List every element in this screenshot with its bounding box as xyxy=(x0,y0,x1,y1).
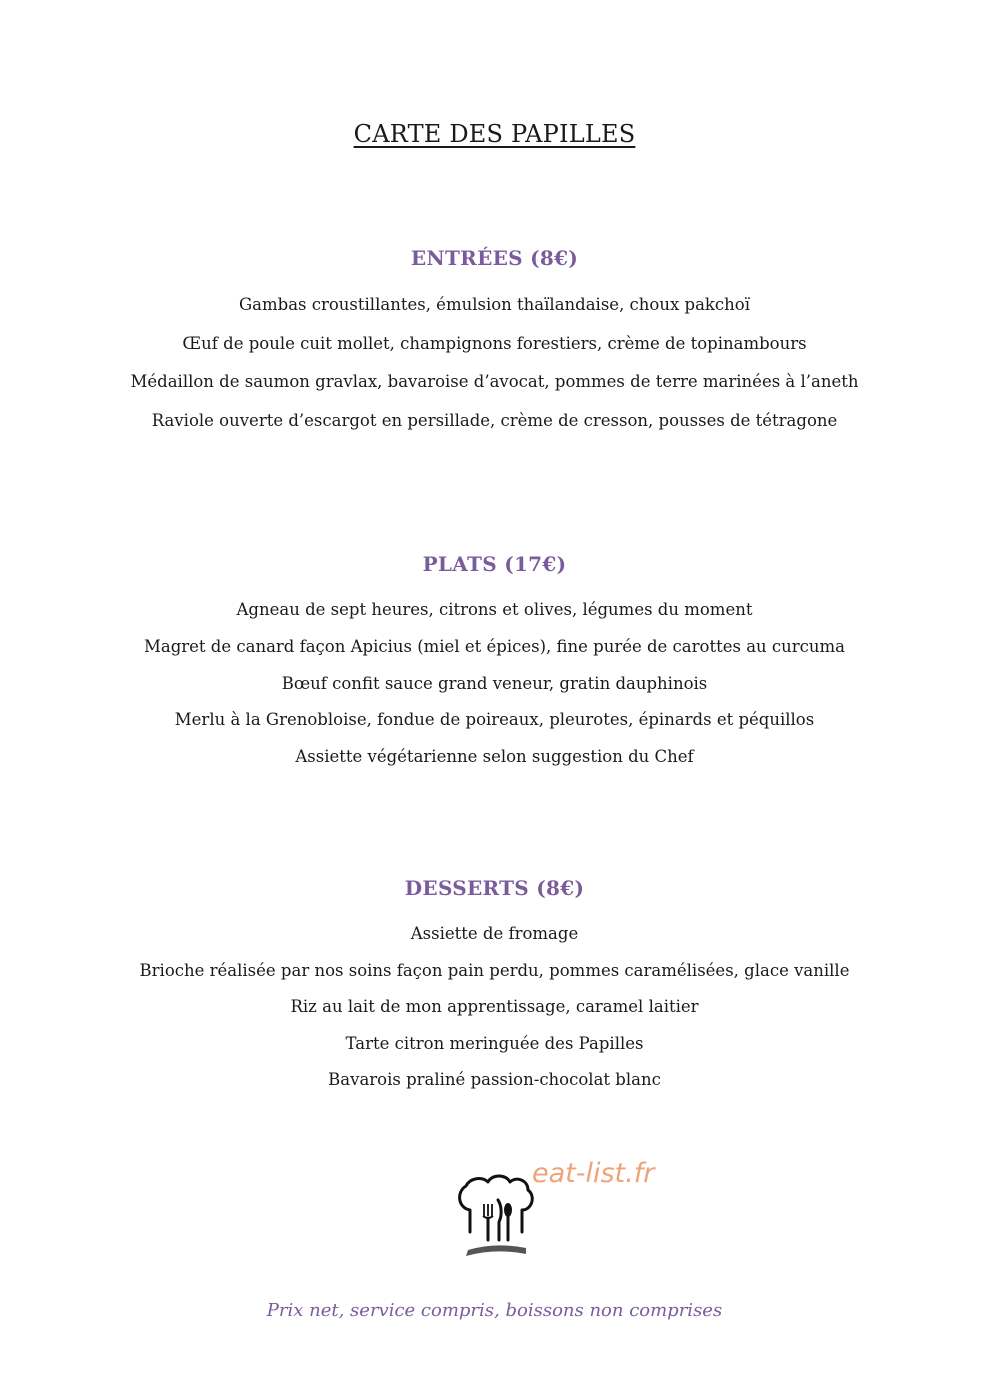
section-title-entrees: ENTRÉES (8€) xyxy=(410,246,579,270)
section-desserts xyxy=(0,876,989,1099)
menu-item: Bavarois praliné passion-chocolat blanc xyxy=(328,1070,661,1090)
section-plats xyxy=(0,552,989,776)
watermark-text: eat-list.fr xyxy=(532,1158,655,1189)
menu-item: Médaillon de saumon gravlax, bavaroise d’avocat, pommes de terre marinées à l’aneth xyxy=(130,372,859,391)
menu-item: Merlu à la Grenobloise, fondue de poireaux, pleurotes, épinards et péquillos xyxy=(174,710,815,730)
page-title: CARTE DES PAPILLES xyxy=(353,120,636,148)
chef-hat-cutlery-icon xyxy=(456,1170,536,1260)
menu-item: Brioche réalisée par nos soins façon pain perdu, pommes caramélisées, glace vanille xyxy=(139,960,850,980)
menu-item: Œuf de poule cuit mollet, champignons forestiers, crème de topinambours xyxy=(182,333,807,353)
section-title-desserts: DESSERTS (8€) xyxy=(404,876,585,900)
menu-item: Magret de canard façon Apicius (miel et épices), fine purée de carottes au curcuma xyxy=(143,636,846,656)
menu-item: Raviole ouverte d’escargot en persillade, crème de cresson, pousses de tétragone xyxy=(151,410,838,430)
menu-item: Bœuf confit sauce grand veneur, gratin dauphinois xyxy=(281,673,708,693)
menu-item: Riz au lait de mon apprentissage, caramel laitier xyxy=(290,997,699,1017)
section-title-plats: PLATS (17€) xyxy=(422,552,567,576)
menu-item: Agneau de sept heures, citrons et olives, légumes du moment xyxy=(236,600,753,619)
menu-item: Tarte citron meringuée des Papilles xyxy=(345,1033,644,1053)
menu-item: Gambas croustillantes, émulsion thaïlandaise, choux pakchoï xyxy=(238,295,751,314)
footer-note: Prix net, service compris, boissons non comprises xyxy=(266,1300,723,1321)
menu-item: Assiette végétarienne selon suggestion du Chef xyxy=(295,747,694,767)
menu-item: Assiette de fromage xyxy=(410,924,579,943)
section-entrees xyxy=(0,246,989,440)
